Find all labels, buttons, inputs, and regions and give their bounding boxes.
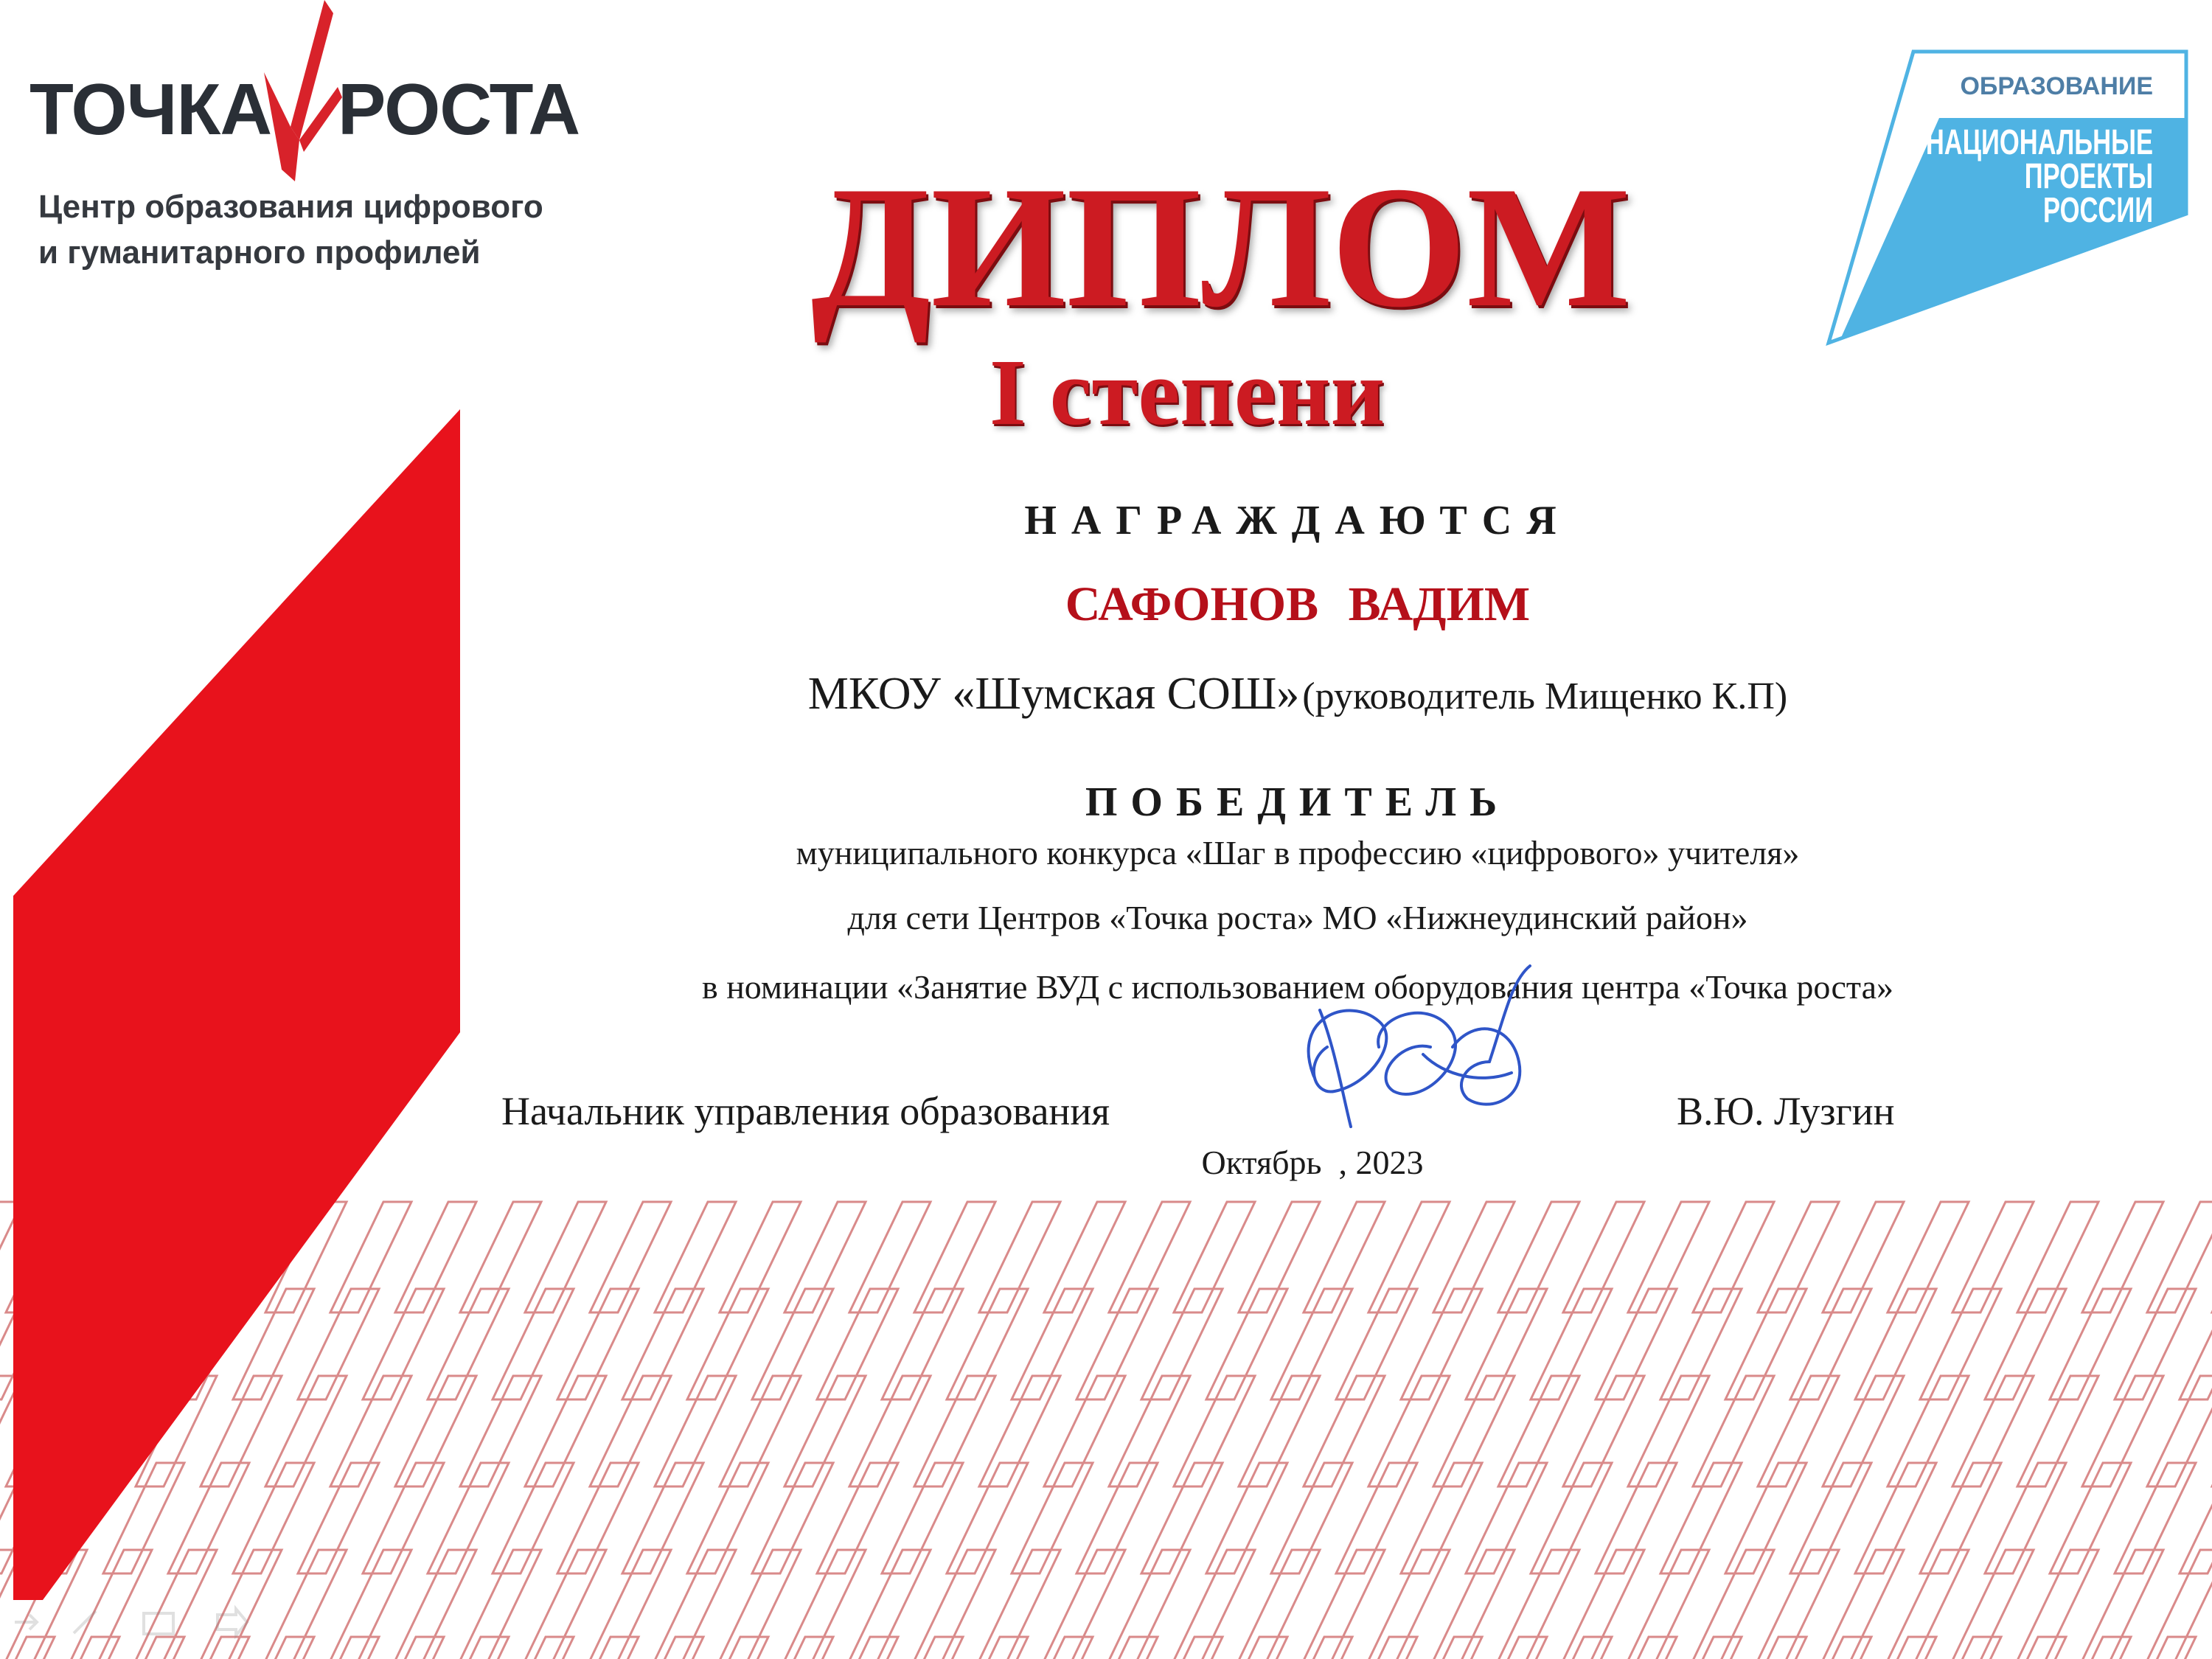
pattern-diamond (817, 1289, 898, 1399)
pattern-diamond (2050, 1637, 2131, 1659)
pattern-diamond (1952, 1376, 2034, 1486)
pattern-diamond (1563, 1202, 1644, 1312)
pattern-diamond (849, 1550, 931, 1659)
pattern-diamond (363, 1463, 444, 1573)
awarded-label: НАГРАЖДАЮТСЯ (1024, 498, 1571, 543)
pattern-diamond (1271, 1463, 1352, 1573)
head-name: В.Ю. Лузгин (1677, 1089, 1895, 1133)
red-diagonal-band (13, 409, 460, 1600)
pattern-diamond (168, 1463, 249, 1573)
pattern-diamond (1368, 1376, 1450, 1486)
pattern-diamond (1660, 1637, 1742, 1659)
pattern-diamond (1077, 1289, 1158, 1399)
pattern-diamond (1531, 1463, 1612, 1573)
pattern-diamond (201, 1376, 282, 1486)
contest-line-2: для сети Центров «Точка роста» МО «Нижнеудинский район» (847, 899, 1748, 936)
logo-subtitle-line2: и гуманитарного профилей (38, 234, 481, 271)
pattern-diamond (2050, 1463, 2131, 1573)
pattern-diamond (655, 1202, 736, 1312)
pattern-diamond (785, 1376, 866, 1486)
pattern-diamond (1531, 1289, 1612, 1399)
pattern-diamond (1725, 1463, 1806, 1573)
pattern-diamond (1239, 1202, 1320, 1312)
pattern-diamond (1077, 1463, 1158, 1573)
pattern-diamond (1304, 1550, 1385, 1659)
pattern-diamond (1888, 1376, 1969, 1486)
diploma-title: ДИПЛОМ (811, 151, 1631, 344)
pattern-diamond (1498, 1550, 1579, 1659)
pattern-diamond (1401, 1289, 1482, 1399)
national-projects-label: ОБРАЗОВАНИЕ (1960, 72, 2153, 100)
pattern-diamond (1855, 1463, 1936, 1573)
pattern-diamond (979, 1376, 1060, 1486)
pattern-diamond (1531, 1637, 1612, 1659)
signature (1268, 936, 1563, 1158)
pattern-diamond (1985, 1463, 2066, 1573)
pattern-diamond (1206, 1463, 1287, 1573)
pattern-diamond (2082, 1376, 2163, 1486)
pattern-diamond (1790, 1289, 1871, 1399)
pattern-diamond (979, 1550, 1060, 1659)
pattern-diamond (1920, 1289, 2001, 1399)
pattern-diamond (493, 1637, 574, 1659)
pattern-diamond (1628, 1202, 1709, 1312)
pattern-diamond (1012, 1289, 1093, 1399)
pattern-diamond (720, 1550, 801, 1659)
pattern-diamond (817, 1637, 898, 1659)
pattern-diamond (785, 1550, 866, 1659)
pattern-diamond (1368, 1202, 1450, 1312)
toolbar-watermark-icon (7, 1593, 258, 1652)
pattern-diamond (363, 1637, 444, 1659)
pattern-diamond (1985, 1289, 2066, 1399)
pattern-diamond (1206, 1289, 1287, 1399)
pattern-diamond (882, 1637, 963, 1659)
national-projects-line1: НАЦИОНАЛЬНЫЕ (1925, 123, 2153, 162)
pattern-diamond (1660, 1463, 1742, 1573)
pattern-diamond (1206, 1637, 1287, 1659)
pattern-diamond (1077, 1637, 1158, 1659)
pattern-diamond (493, 1463, 574, 1573)
pattern-diamond (1109, 1550, 1190, 1659)
pattern-diamond (590, 1376, 671, 1486)
diamond-pattern (0, 1202, 2212, 1659)
national-projects-line2: ПРОЕКТЫ (2024, 157, 2153, 196)
pattern-diamond (1693, 1202, 1774, 1312)
winner-label: ПОБЕДИТЕЛЬ (1085, 779, 1511, 825)
pattern-diamond (1596, 1463, 1677, 1573)
pattern-diamond (1758, 1202, 1839, 1312)
contest-line-3: в номинации «Занятие ВУД с использованием оборудования центра «Точка роста» (701, 968, 1894, 1006)
pattern-diamond (1109, 1376, 1190, 1486)
pattern-diamond (914, 1202, 995, 1312)
pattern-diamond (1433, 1376, 1514, 1486)
pattern-diamond (1758, 1376, 1839, 1486)
logo-word-right: РОСТА (338, 69, 580, 150)
pattern-diamond (720, 1376, 801, 1486)
pattern-diamond (1304, 1376, 1385, 1486)
pattern-diamond (1498, 1376, 1579, 1486)
pattern-diamond (1823, 1550, 1904, 1659)
diploma-degree: I степени (989, 340, 1385, 445)
logo-subtitle-line1: Центр образования цифрового (38, 189, 543, 225)
pattern-diamond (1012, 1637, 1093, 1659)
pattern-diamond (1855, 1289, 1936, 1399)
pattern-diamond (622, 1289, 703, 1399)
pattern-diamond (1952, 1202, 2034, 1312)
date: Октябрь , 2023 (1201, 1144, 1424, 1181)
pattern-diamond (622, 1637, 703, 1659)
pattern-diamond (1304, 1202, 1385, 1312)
pattern-diamond (590, 1202, 671, 1312)
pattern-diamond (849, 1376, 931, 1486)
pattern-diamond (428, 1637, 509, 1659)
pattern-diamond (752, 1289, 833, 1399)
pattern-diamond (752, 1463, 833, 1573)
pattern-diamond (233, 1463, 314, 1573)
pattern-diamond (687, 1289, 768, 1399)
pattern-diamond (2017, 1376, 2098, 1486)
pattern-diamond (785, 1202, 866, 1312)
pattern-diamond (914, 1376, 995, 1486)
pattern-diamond (1109, 1202, 1190, 1312)
pattern-diamond (557, 1463, 639, 1573)
pattern-diamond (2017, 1202, 2098, 1312)
pattern-diamond (2147, 1202, 2212, 1312)
school-line (516, 668, 2079, 720)
pattern-diamond (265, 1376, 347, 1486)
pattern-diamond (1693, 1376, 1774, 1486)
pattern-diamond (2050, 1289, 2131, 1399)
pattern-diamond (1336, 1637, 1417, 1659)
pattern-diamond (1628, 1550, 1709, 1659)
pattern-diamond (1336, 1289, 1417, 1399)
pattern-diamond (1920, 1637, 2001, 1659)
pattern-diamond (2082, 1202, 2163, 1312)
pattern-diamond (1888, 1550, 1969, 1659)
pattern-diamond (1466, 1463, 1547, 1573)
pattern-diamond (1790, 1463, 1871, 1573)
pattern-diamond (330, 1376, 411, 1486)
pattern-diamond (330, 1550, 411, 1659)
pattern-diamond (557, 1637, 639, 1659)
pattern-diamond (2017, 1550, 2098, 1659)
pattern-diamond (1336, 1463, 1417, 1573)
pattern-diamond (1563, 1550, 1644, 1659)
pattern-diamond (979, 1202, 1060, 1312)
pattern-diamond (1823, 1376, 1904, 1486)
pattern-diamond (720, 1202, 801, 1312)
pattern-diamond (460, 1202, 541, 1312)
pattern-diamond (622, 1463, 703, 1573)
pattern-diamond (1660, 1289, 1742, 1399)
pattern-diamond (330, 1202, 411, 1312)
pattern-diamond (947, 1637, 1028, 1659)
pattern-diamond (460, 1376, 541, 1486)
pattern-diamond (1433, 1550, 1514, 1659)
pattern-diamond (1985, 1637, 2066, 1659)
pattern-diamond (395, 1550, 476, 1659)
pattern-diamond (1498, 1202, 1579, 1312)
pattern-diamond (493, 1289, 574, 1399)
pattern-diamond (1466, 1289, 1547, 1399)
pattern-diamond (298, 1637, 379, 1659)
tochka-rosta-mark-icon (243, 0, 347, 192)
pattern-diamond (395, 1202, 476, 1312)
pattern-diamond (1239, 1376, 1320, 1486)
pattern-diamond (525, 1550, 606, 1659)
pattern-diamond (2115, 1289, 2196, 1399)
pattern-diamond (1596, 1637, 1677, 1659)
pattern-diamond (1628, 1376, 1709, 1486)
pattern-diamond (1239, 1550, 1320, 1659)
pattern-diamond (849, 1202, 931, 1312)
recipient-name: САФОНОВ ВАДИМ (1065, 577, 1531, 631)
pattern-diamond (687, 1637, 768, 1659)
pattern-diamond (1368, 1550, 1450, 1659)
pattern-diamond (687, 1463, 768, 1573)
pattern-diamond (882, 1289, 963, 1399)
pattern-diamond (1271, 1289, 1352, 1399)
pattern-diamond (1563, 1376, 1644, 1486)
pattern-diamond (428, 1289, 509, 1399)
pattern-diamond (298, 1463, 379, 1573)
pattern-diamond (752, 1637, 833, 1659)
national-projects-line3: РОССИИ (2042, 191, 2153, 230)
pattern-diamond (1044, 1376, 1125, 1486)
pattern-diamond (525, 1202, 606, 1312)
pattern-diamond (460, 1550, 541, 1659)
pattern-diamond (1693, 1550, 1774, 1659)
pattern-diamond (2082, 1550, 2163, 1659)
pattern-diamond (265, 1550, 347, 1659)
pattern-diamond (1920, 1463, 2001, 1573)
contest-line-1: муниципального конкурса «Шаг в профессию «цифрового» учителя» (796, 834, 1800, 872)
pattern-diamond (363, 1289, 444, 1399)
pattern-diamond (1141, 1289, 1222, 1399)
pattern-diamond (590, 1550, 671, 1659)
pattern-diamond (1888, 1202, 1969, 1312)
pattern-diamond (1823, 1202, 1904, 1312)
pattern-diamond (1174, 1550, 1255, 1659)
pattern-diamond (395, 1376, 476, 1486)
pattern-diamond (1141, 1637, 1222, 1659)
pattern-diamond (655, 1550, 736, 1659)
logo-word-left: ТОЧКА (29, 69, 272, 150)
pattern-diamond (1271, 1637, 1352, 1659)
pattern-diamond (1433, 1202, 1514, 1312)
pattern-diamond (1855, 1637, 1936, 1659)
pattern-diamond (557, 1289, 639, 1399)
pattern-diamond (1044, 1550, 1125, 1659)
pattern-diamond (2115, 1463, 2196, 1573)
pattern-diamond (1401, 1637, 1482, 1659)
pattern-diamond (1044, 1202, 1125, 1312)
pattern-diamond (1174, 1202, 1255, 1312)
pattern-diamond (1012, 1463, 1093, 1573)
pattern-diamond (947, 1289, 1028, 1399)
pattern-diamond (882, 1463, 963, 1573)
pattern-diamond (428, 1463, 509, 1573)
pattern-diamond (1758, 1550, 1839, 1659)
pattern-diamond (1141, 1463, 1222, 1573)
pattern-diamond (1725, 1637, 1806, 1659)
pattern-diamond (2115, 1637, 2196, 1659)
supervisor: (руководитель Мищенко К.П) (1302, 675, 1788, 717)
pattern-diamond (655, 1376, 736, 1486)
pattern-diamond (914, 1550, 995, 1659)
pattern-diamond (1725, 1289, 1806, 1399)
pattern-diamond (1401, 1463, 1482, 1573)
pattern-diamond (525, 1376, 606, 1486)
pattern-diamond (1466, 1637, 1547, 1659)
pattern-diamond (298, 1289, 379, 1399)
pattern-diamond (1174, 1376, 1255, 1486)
pattern-diamond (1952, 1550, 2034, 1659)
pattern-diamond (817, 1463, 898, 1573)
pattern-diamond (947, 1463, 1028, 1573)
pattern-diamond (2147, 1376, 2212, 1486)
head-title: Начальник управления образования (501, 1089, 1110, 1133)
school-name: МКОУ «Шумская СОШ» (807, 669, 1300, 719)
pattern-diamond (1596, 1289, 1677, 1399)
pattern-diamond (1790, 1637, 1871, 1659)
pattern-diamond (2147, 1550, 2212, 1659)
